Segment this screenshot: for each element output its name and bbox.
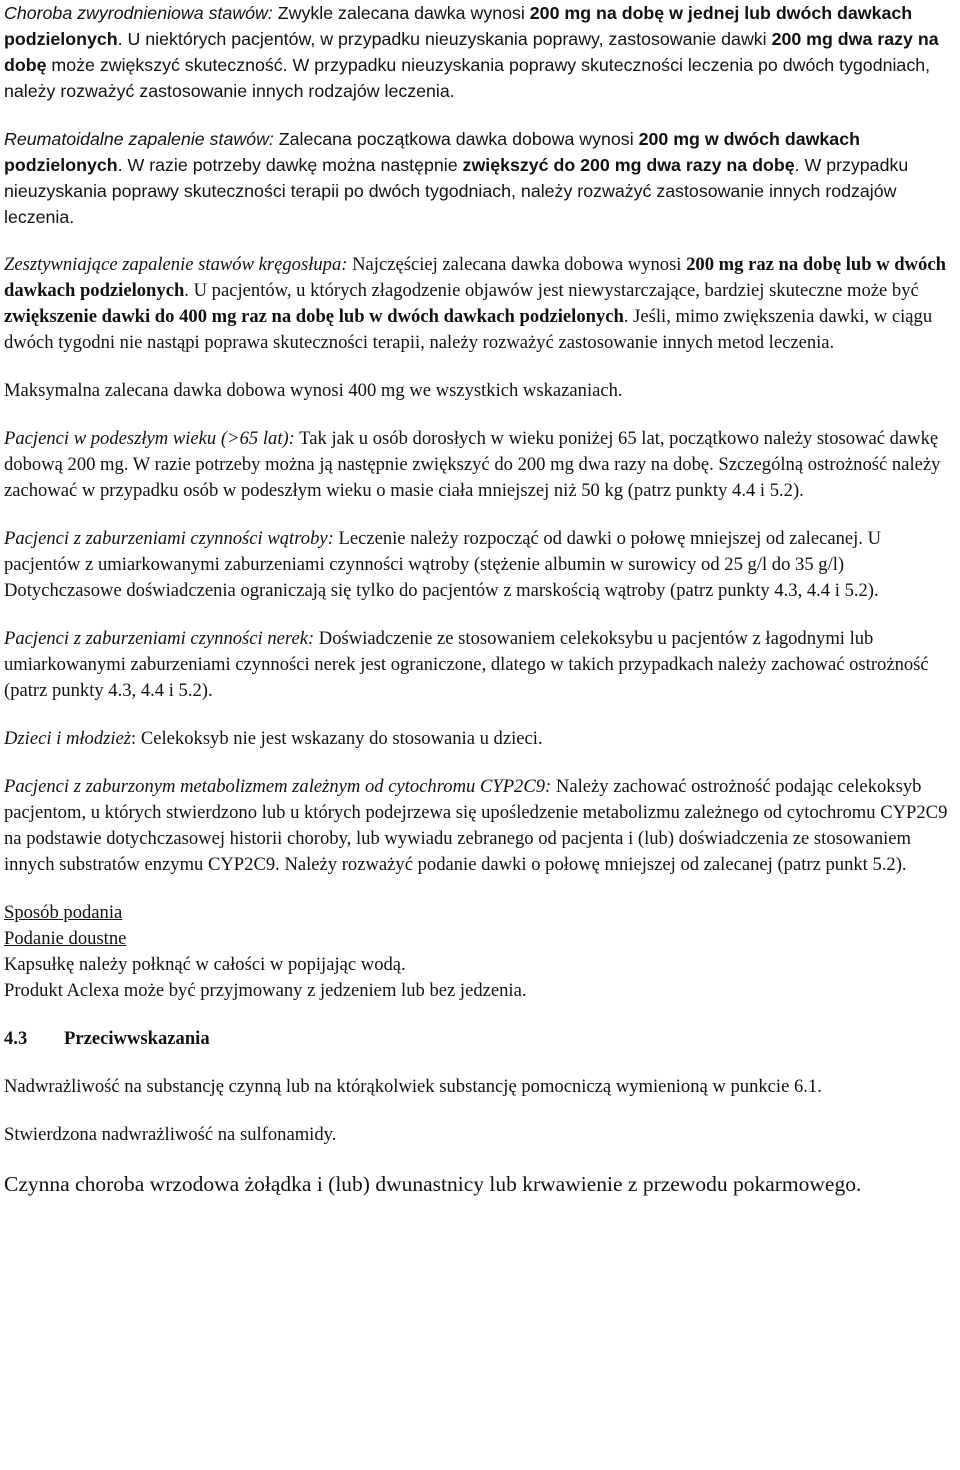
admin-subheading: Podanie doustne xyxy=(4,928,127,949)
paragraph-rheumatoid-arthritis: Reumatoidalne zapalenie stawów: Zalecana początkowa dawka dobowa wynosi 200 mg w dwóch dawkach podzielonych. W razie potrzeby dawkę można następnie zwiększyć do 200 mg dwa razy na dobę. W przypadku nieuzyskania poprawy skuteczności terapii po dwóch tygodniach, należy rozważyć zastosowanie innych rodzajów leczenia. xyxy=(4,129,909,227)
section-title: Przeciwwskazania xyxy=(64,1028,210,1049)
indication-label: Choroba zwyrodnieniowa stawów: xyxy=(4,3,273,23)
population-label: Pacjenci w podeszłym wieku (>65 lat): xyxy=(4,428,295,449)
admin-heading: Sposób podania xyxy=(4,902,123,923)
paragraph-cyp2c9: Pacjenci z zaburzonym metabolizmem zależnym od cytochromu CYP2C9: Należy zachować ostrożność podając celekoksyb pacjentom, u których stwierdzono lub u których podejrzewa się upośledzenie metabolizmu zależnego od cytochromu CYP2C9 na podstawie dotychczasowej historii choroby, lub wywiadu zebranego od pacjenta i (lub) doświadczenia ze stosowaniem innych substratów enzymu CYP2C9. Należy rozważyć podanie dawki o połowę mniejszej od zalecanej (patrz punkt 5.2). xyxy=(4,776,948,875)
contraindication-1: Nadwrażliwość na substancję czynną lub na którąkolwiek substancję pomocniczą wymienioną w punkcie 6.1. xyxy=(4,1076,822,1097)
population-label: Pacjenci z zaburzeniami czynności wątroby: xyxy=(4,528,334,549)
indication-label: Reumatoidalne zapalenie stawów: xyxy=(4,129,274,149)
paragraph-ankylosing-spondylitis: Zesztywniające zapalenie stawów kręgosłupa: Najczęściej zalecana dawka dobowa wynosi 200 mg raz na dobę lub w dwóch dawkach podzielonych. U pacjentów, u których złagodzenie objawów jest niewystarczające, bardziej skuteczne może być zwiększenie dawki do 400 mg raz na dobę lub w dwóch dawkach podzielonych. Jeśli, mimo zwiększenia dawki, w ciągu dwóch tygodni nie nastąpi poprawa skuteczności terapii, należy rozważyć zastosowanie innych metod leczenia. xyxy=(4,254,946,353)
admin-line-1: Kapsułkę należy połknąć w całości w popijając wodą. xyxy=(4,954,406,975)
document-page xyxy=(4,0,956,1199)
paragraph-max-dose: Maksymalna zalecana dawka dobowa wynosi 400 mg we wszystkich wskazaniach. xyxy=(4,380,623,401)
paragraph-renal: Pacjenci z zaburzeniami czynności nerek: Doświadczenie ze stosowaniem celekoksybu u pacjentów z łagodnymi lub umiarkowanymi zaburzeniami czynności nerek jest ograniczone, dlatego w takich przypadkach należy zachować ostrożność (patrz punkty 4.3, 4.4 i 5.2). xyxy=(4,628,929,701)
contraindication-2: Stwierdzona nadwrażliwość na sulfonamidy. xyxy=(4,1124,337,1145)
paragraph-children: Dzieci i młodzież: Celekoksyb nie jest wskazany do stosowania u dzieci. xyxy=(4,728,543,749)
section-heading xyxy=(4,1026,956,1052)
paragraph-osteoarthritis: Choroba zwyrodnieniowa stawów: Zwykle zalecana dawka wynosi 200 mg na dobę w jednej lub dwóch dawkach podzielonych. U niektórych pacjentów, w przypadku nieuzyskania poprawy, zastosowanie dawki 200 mg dwa razy na dobę może zwiększyć skuteczność. W przypadku nieuzyskania poprawy skuteczności leczenia po dwóch tygodniach, należy rozważyć zastosowanie innych rodzajów leczenia. xyxy=(4,3,939,101)
admin-line-2: Produkt Aclexa może być przyjmowany z jedzeniem lub bez jedzenia. xyxy=(4,980,527,1001)
contraindication-3: Czynna choroba wrzodowa żołądka i (lub) dwunastnicy lub krwawienie z przewodu pokarmowego. xyxy=(4,1172,862,1196)
population-label: Pacjenci z zaburzonym metabolizmem zależnym od cytochromu CYP2C9: xyxy=(4,776,552,797)
indication-label: Zesztywniające zapalenie stawów kręgosłupa: xyxy=(4,254,348,275)
population-label: Pacjenci z zaburzeniami czynności nerek: xyxy=(4,628,315,649)
paragraph-elderly: Pacjenci w podeszłym wieku (>65 lat): Tak jak u osób dorosłych w wieku poniżej 65 lat, początkowo należy stosować dawkę dobową 200 mg. W razie potrzeby można ją następnie zwiększyć do 200 mg dwa razy na dobę. Szczególną ostrożność należy zachować w przypadku osób w podeszłym wieku o masie ciała mniejszej niż 50 kg (patrz punkty 4.4 i 5.2). xyxy=(4,428,941,501)
section-number: 4.3 xyxy=(4,1028,28,1049)
paragraph-hepatic: Pacjenci z zaburzeniami czynności wątroby: Leczenie należy rozpocząć od dawki o połowę mniejszej od zalecanej. U pacjentów z umiarkowanymi zaburzeniami czynności wątroby (stężenie albumin w surowicy od 25 g/l do 35 g/l) Dotychczasowe doświadczenia ograniczają się tylko do pacjentów z marskością wątroby (patrz punkty 4.3, 4.4 i 5.2). xyxy=(4,528,882,601)
population-label: Dzieci i młodzież xyxy=(4,728,132,749)
